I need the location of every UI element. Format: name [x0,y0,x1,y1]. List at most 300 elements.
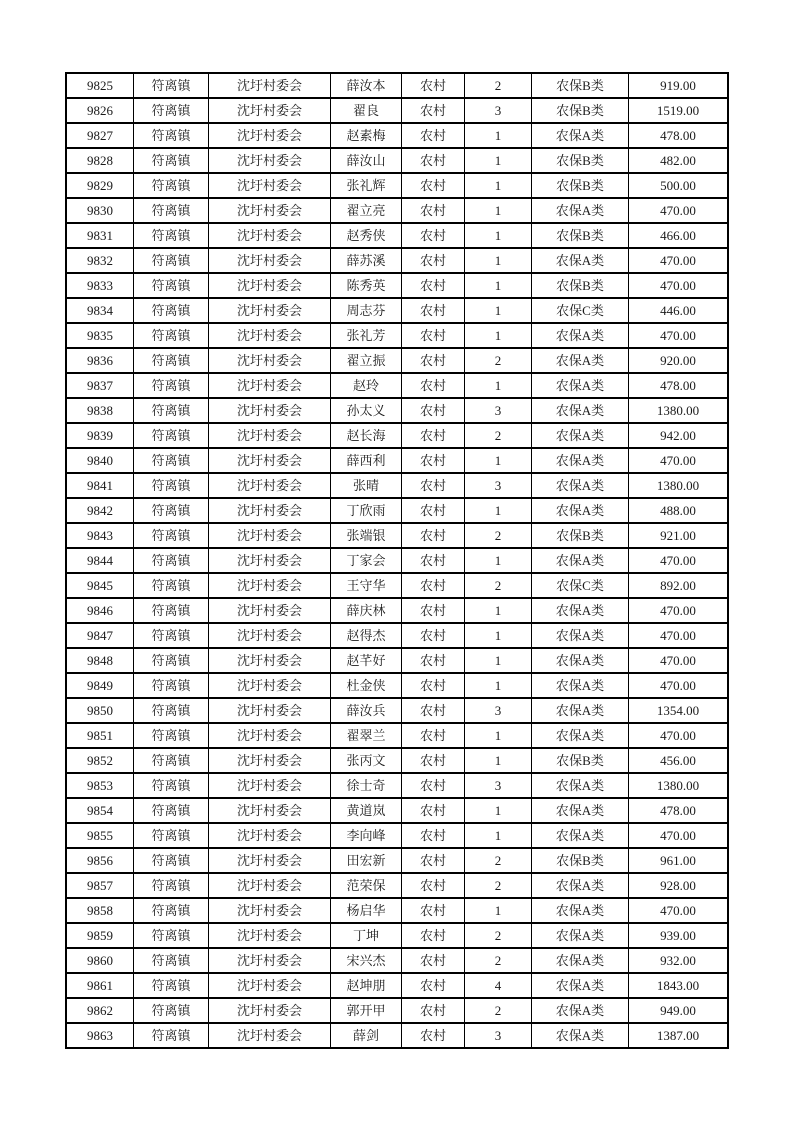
cell-person-count: 1 [465,448,532,473]
cell-insurance-category: 农保A类 [532,198,629,223]
cell-town: 符离镇 [134,598,209,623]
cell-amount: 1380.00 [629,773,729,798]
cell-person-count: 2 [465,423,532,448]
cell-household-type: 农村 [402,523,465,548]
table-row [66,373,728,398]
cell-person-name: 丁家会 [331,548,402,573]
cell-town: 符离镇 [134,548,209,573]
cell-household-type: 农村 [402,498,465,523]
cell-household-type: 农村 [402,848,465,873]
cell-person-count: 1 [465,898,532,923]
cell-insurance-category: 农保B类 [532,73,629,98]
cell-person-count: 3 [465,698,532,723]
cell-village-committee: 沈圩村委会 [209,773,331,798]
cell-village-committee: 沈圩村委会 [209,448,331,473]
cell-village-committee: 沈圩村委会 [209,823,331,848]
cell-village-committee: 沈圩村委会 [209,348,331,373]
table-row [66,648,728,673]
cell-insurance-category: 农保A类 [532,398,629,423]
cell-household-type: 农村 [402,773,465,798]
cell-amount: 942.00 [629,423,729,448]
cell-town: 符离镇 [134,623,209,648]
cell-household-type: 农村 [402,423,465,448]
table-body [66,73,728,1048]
cell-village-committee: 沈圩村委会 [209,673,331,698]
cell-person-name: 赵芊好 [331,648,402,673]
cell-household-type: 农村 [402,323,465,348]
table-row [66,823,728,848]
cell-insurance-category: 农保B类 [532,148,629,173]
cell-person-count: 2 [465,73,532,98]
cell-village-committee: 沈圩村委会 [209,173,331,198]
cell-insurance-category: 农保A类 [532,598,629,623]
cell-amount: 482.00 [629,148,729,173]
table-row [66,173,728,198]
cell-seq-number: 9859 [66,923,134,948]
cell-seq-number: 9861 [66,973,134,998]
cell-town: 符离镇 [134,973,209,998]
cell-town: 符离镇 [134,948,209,973]
cell-seq-number: 9852 [66,748,134,773]
table-row [66,998,728,1023]
cell-household-type: 农村 [402,723,465,748]
cell-village-committee: 沈圩村委会 [209,873,331,898]
cell-village-committee: 沈圩村委会 [209,123,331,148]
table-row [66,673,728,698]
cell-person-count: 3 [465,1023,532,1048]
cell-village-committee: 沈圩村委会 [209,923,331,948]
cell-amount: 921.00 [629,523,729,548]
cell-person-count: 2 [465,348,532,373]
cell-amount: 470.00 [629,248,729,273]
cell-person-count: 1 [465,173,532,198]
cell-insurance-category: 农保A类 [532,723,629,748]
cell-amount: 470.00 [629,273,729,298]
cell-town: 符离镇 [134,98,209,123]
cell-town: 符离镇 [134,373,209,398]
table-row [66,123,728,148]
cell-town: 符离镇 [134,448,209,473]
cell-town: 符离镇 [134,423,209,448]
cell-village-committee: 沈圩村委会 [209,548,331,573]
cell-village-committee: 沈圩村委会 [209,373,331,398]
cell-amount: 1380.00 [629,398,729,423]
cell-amount: 470.00 [629,598,729,623]
cell-person-name: 范荣保 [331,873,402,898]
cell-person-count: 1 [465,648,532,673]
table-row [66,498,728,523]
cell-seq-number: 9840 [66,448,134,473]
cell-amount: 470.00 [629,673,729,698]
cell-town: 符离镇 [134,173,209,198]
cell-insurance-category: 农保B类 [532,848,629,873]
cell-insurance-category: 农保A类 [532,323,629,348]
cell-insurance-category: 农保A类 [532,423,629,448]
cell-town: 符离镇 [134,198,209,223]
cell-town: 符离镇 [134,823,209,848]
cell-insurance-category: 农保C类 [532,298,629,323]
cell-town: 符离镇 [134,723,209,748]
cell-seq-number: 9838 [66,398,134,423]
cell-household-type: 农村 [402,473,465,498]
table-row [66,548,728,573]
cell-town: 符离镇 [134,873,209,898]
cell-seq-number: 9829 [66,173,134,198]
cell-person-count: 2 [465,948,532,973]
cell-amount: 478.00 [629,798,729,823]
cell-amount: 920.00 [629,348,729,373]
cell-household-type: 农村 [402,273,465,298]
cell-village-committee: 沈圩村委会 [209,998,331,1023]
cell-seq-number: 9850 [66,698,134,723]
cell-village-committee: 沈圩村委会 [209,898,331,923]
cell-person-count: 1 [465,298,532,323]
cell-insurance-category: 农保A类 [532,673,629,698]
cell-household-type: 农村 [402,448,465,473]
cell-seq-number: 9846 [66,598,134,623]
cell-town: 符离镇 [134,798,209,823]
cell-insurance-category: 农保A类 [532,498,629,523]
cell-amount: 470.00 [629,548,729,573]
cell-insurance-category: 农保A类 [532,973,629,998]
cell-village-committee: 沈圩村委会 [209,148,331,173]
cell-amount: 470.00 [629,823,729,848]
cell-amount: 470.00 [629,723,729,748]
cell-person-name: 杨启华 [331,898,402,923]
cell-person-name: 翟立亮 [331,198,402,223]
cell-town: 符离镇 [134,998,209,1023]
cell-insurance-category: 农保A类 [532,123,629,148]
cell-town: 符离镇 [134,573,209,598]
cell-seq-number: 9851 [66,723,134,748]
table-row [66,248,728,273]
cell-village-committee: 沈圩村委会 [209,98,331,123]
table-row [66,973,728,998]
cell-seq-number: 9830 [66,198,134,223]
cell-person-name: 丁欣雨 [331,498,402,523]
cell-insurance-category: 农保A类 [532,473,629,498]
cell-amount: 1843.00 [629,973,729,998]
cell-village-committee: 沈圩村委会 [209,623,331,648]
cell-household-type: 农村 [402,598,465,623]
cell-amount: 1519.00 [629,98,729,123]
cell-amount: 961.00 [629,848,729,873]
cell-amount: 1380.00 [629,473,729,498]
cell-household-type: 农村 [402,698,465,723]
cell-person-count: 4 [465,973,532,998]
cell-household-type: 农村 [402,123,465,148]
cell-household-type: 农村 [402,898,465,923]
cell-town: 符离镇 [134,248,209,273]
cell-town: 符离镇 [134,323,209,348]
cell-amount: 470.00 [629,648,729,673]
cell-person-count: 3 [465,98,532,123]
cell-village-committee: 沈圩村委会 [209,198,331,223]
cell-seq-number: 9837 [66,373,134,398]
cell-seq-number: 9831 [66,223,134,248]
cell-household-type: 农村 [402,998,465,1023]
cell-village-committee: 沈圩村委会 [209,298,331,323]
cell-amount: 446.00 [629,298,729,323]
cell-household-type: 农村 [402,298,465,323]
cell-amount: 1387.00 [629,1023,729,1048]
cell-town: 符离镇 [134,1023,209,1048]
cell-town: 符离镇 [134,748,209,773]
cell-amount: 928.00 [629,873,729,898]
cell-seq-number: 9828 [66,148,134,173]
cell-person-name: 翟立振 [331,348,402,373]
table-row [66,73,728,98]
cell-seq-number: 9834 [66,298,134,323]
cell-seq-number: 9847 [66,623,134,648]
cell-insurance-category: 农保A类 [532,948,629,973]
table-row [66,773,728,798]
cell-town: 符离镇 [134,148,209,173]
cell-insurance-category: 农保A类 [532,823,629,848]
cell-person-name: 薛汝兵 [331,698,402,723]
cell-person-name: 黄道岚 [331,798,402,823]
cell-person-count: 1 [465,498,532,523]
cell-person-name: 薛西利 [331,448,402,473]
cell-person-count: 1 [465,198,532,223]
cell-town: 符离镇 [134,923,209,948]
cell-person-count: 3 [465,473,532,498]
cell-amount: 919.00 [629,73,729,98]
cell-person-count: 1 [465,223,532,248]
cell-village-committee: 沈圩村委会 [209,523,331,548]
table-row [66,948,728,973]
cell-amount: 456.00 [629,748,729,773]
cell-town: 符离镇 [134,498,209,523]
table-row [66,148,728,173]
cell-person-name: 薛汝山 [331,148,402,173]
cell-seq-number: 9849 [66,673,134,698]
table-row [66,723,728,748]
cell-seq-number: 9855 [66,823,134,848]
cell-amount: 949.00 [629,998,729,1023]
cell-village-committee: 沈圩村委会 [209,323,331,348]
cell-village-committee: 沈圩村委会 [209,273,331,298]
cell-insurance-category: 农保B类 [532,173,629,198]
cell-town: 符离镇 [134,773,209,798]
table-row [66,398,728,423]
cell-seq-number: 9843 [66,523,134,548]
cell-person-count: 1 [465,823,532,848]
cell-person-count: 2 [465,848,532,873]
cell-town: 符离镇 [134,398,209,423]
cell-household-type: 农村 [402,98,465,123]
cell-person-name: 赵玲 [331,373,402,398]
cell-seq-number: 9844 [66,548,134,573]
cell-village-committee: 沈圩村委会 [209,398,331,423]
cell-village-committee: 沈圩村委会 [209,848,331,873]
cell-person-count: 3 [465,398,532,423]
cell-seq-number: 9848 [66,648,134,673]
cell-person-count: 2 [465,523,532,548]
cell-person-name: 张丙文 [331,748,402,773]
cell-amount: 500.00 [629,173,729,198]
cell-person-name: 宋兴杰 [331,948,402,973]
cell-person-name: 陈秀英 [331,273,402,298]
cell-household-type: 农村 [402,973,465,998]
cell-person-name: 薛苏溪 [331,248,402,273]
cell-village-committee: 沈圩村委会 [209,598,331,623]
table-row [66,448,728,473]
cell-person-name: 赵素梅 [331,123,402,148]
cell-village-committee: 沈圩村委会 [209,473,331,498]
cell-seq-number: 9825 [66,73,134,98]
cell-seq-number: 9827 [66,123,134,148]
cell-insurance-category: 农保C类 [532,573,629,598]
cell-person-name: 薛剑 [331,1023,402,1048]
cell-household-type: 农村 [402,648,465,673]
cell-household-type: 农村 [402,398,465,423]
cell-person-name: 薛汝本 [331,73,402,98]
cell-person-name: 翟良 [331,98,402,123]
cell-amount: 939.00 [629,923,729,948]
cell-person-name: 徐士奇 [331,773,402,798]
cell-seq-number: 9833 [66,273,134,298]
cell-seq-number: 9853 [66,773,134,798]
cell-town: 符离镇 [134,123,209,148]
table-row [66,273,728,298]
cell-person-name: 赵长海 [331,423,402,448]
cell-household-type: 农村 [402,923,465,948]
cell-village-committee: 沈圩村委会 [209,73,331,98]
cell-amount: 488.00 [629,498,729,523]
cell-village-committee: 沈圩村委会 [209,948,331,973]
cell-seq-number: 9854 [66,798,134,823]
cell-household-type: 农村 [402,148,465,173]
cell-person-count: 1 [465,148,532,173]
cell-town: 符离镇 [134,73,209,98]
cell-town: 符离镇 [134,648,209,673]
cell-person-count: 2 [465,923,532,948]
table-row [66,473,728,498]
cell-village-committee: 沈圩村委会 [209,248,331,273]
cell-village-committee: 沈圩村委会 [209,498,331,523]
cell-amount: 470.00 [629,323,729,348]
cell-household-type: 农村 [402,748,465,773]
cell-insurance-category: 农保B类 [532,523,629,548]
cell-town: 符离镇 [134,898,209,923]
cell-village-committee: 沈圩村委会 [209,798,331,823]
cell-person-name: 赵秀侠 [331,223,402,248]
cell-insurance-category: 农保A类 [532,548,629,573]
cell-insurance-category: 农保A类 [532,898,629,923]
cell-household-type: 农村 [402,548,465,573]
cell-insurance-category: 农保A类 [532,648,629,673]
cell-village-committee: 沈圩村委会 [209,648,331,673]
cell-insurance-category: 农保A类 [532,348,629,373]
table-row [66,873,728,898]
cell-person-count: 2 [465,573,532,598]
cell-person-count: 2 [465,998,532,1023]
cell-seq-number: 9857 [66,873,134,898]
cell-amount: 470.00 [629,198,729,223]
table-row [66,898,728,923]
table-row [66,198,728,223]
cell-person-count: 1 [465,273,532,298]
cell-insurance-category: 农保A类 [532,623,629,648]
cell-seq-number: 9862 [66,998,134,1023]
table-row [66,923,728,948]
cell-town: 符离镇 [134,673,209,698]
cell-amount: 932.00 [629,948,729,973]
cell-household-type: 农村 [402,198,465,223]
cell-household-type: 农村 [402,573,465,598]
cell-person-name: 张礼辉 [331,173,402,198]
cell-amount: 478.00 [629,123,729,148]
cell-amount: 478.00 [629,373,729,398]
cell-insurance-category: 农保A类 [532,798,629,823]
cell-person-name: 王守华 [331,573,402,598]
cell-town: 符离镇 [134,473,209,498]
cell-town: 符离镇 [134,523,209,548]
cell-insurance-category: 农保B类 [532,98,629,123]
cell-person-name: 杜金侠 [331,673,402,698]
cell-person-name: 张晴 [331,473,402,498]
cell-person-name: 赵得杰 [331,623,402,648]
cell-seq-number: 9863 [66,1023,134,1048]
table-row [66,323,728,348]
cell-insurance-category: 农保A类 [532,373,629,398]
table-row [66,298,728,323]
cell-person-count: 1 [465,748,532,773]
cell-insurance-category: 农保A类 [532,998,629,1023]
cell-amount: 466.00 [629,223,729,248]
cell-insurance-category: 农保B类 [532,748,629,773]
cell-seq-number: 9826 [66,98,134,123]
cell-person-name: 赵坤朋 [331,973,402,998]
cell-household-type: 农村 [402,873,465,898]
cell-seq-number: 9835 [66,323,134,348]
cell-amount: 470.00 [629,448,729,473]
cell-village-committee: 沈圩村委会 [209,573,331,598]
cell-seq-number: 9856 [66,848,134,873]
cell-household-type: 农村 [402,173,465,198]
cell-person-count: 1 [465,798,532,823]
cell-person-count: 1 [465,623,532,648]
cell-person-name: 丁坤 [331,923,402,948]
cell-seq-number: 9858 [66,898,134,923]
cell-person-name: 孙太义 [331,398,402,423]
cell-town: 符离镇 [134,298,209,323]
cell-seq-number: 9860 [66,948,134,973]
cell-insurance-category: 农保B类 [532,223,629,248]
cell-household-type: 农村 [402,948,465,973]
cell-seq-number: 9836 [66,348,134,373]
table-row [66,798,728,823]
cell-household-type: 农村 [402,248,465,273]
cell-insurance-category: 农保A类 [532,773,629,798]
cell-person-count: 1 [465,548,532,573]
cell-household-type: 农村 [402,373,465,398]
cell-person-count: 2 [465,873,532,898]
cell-town: 符离镇 [134,273,209,298]
cell-village-committee: 沈圩村委会 [209,423,331,448]
cell-amount: 470.00 [629,898,729,923]
cell-seq-number: 9845 [66,573,134,598]
cell-amount: 892.00 [629,573,729,598]
cell-village-committee: 沈圩村委会 [209,223,331,248]
cell-household-type: 农村 [402,673,465,698]
cell-seq-number: 9841 [66,473,134,498]
table-row [66,573,728,598]
cell-person-count: 1 [465,323,532,348]
table-row [66,223,728,248]
cell-person-name: 田宏新 [331,848,402,873]
